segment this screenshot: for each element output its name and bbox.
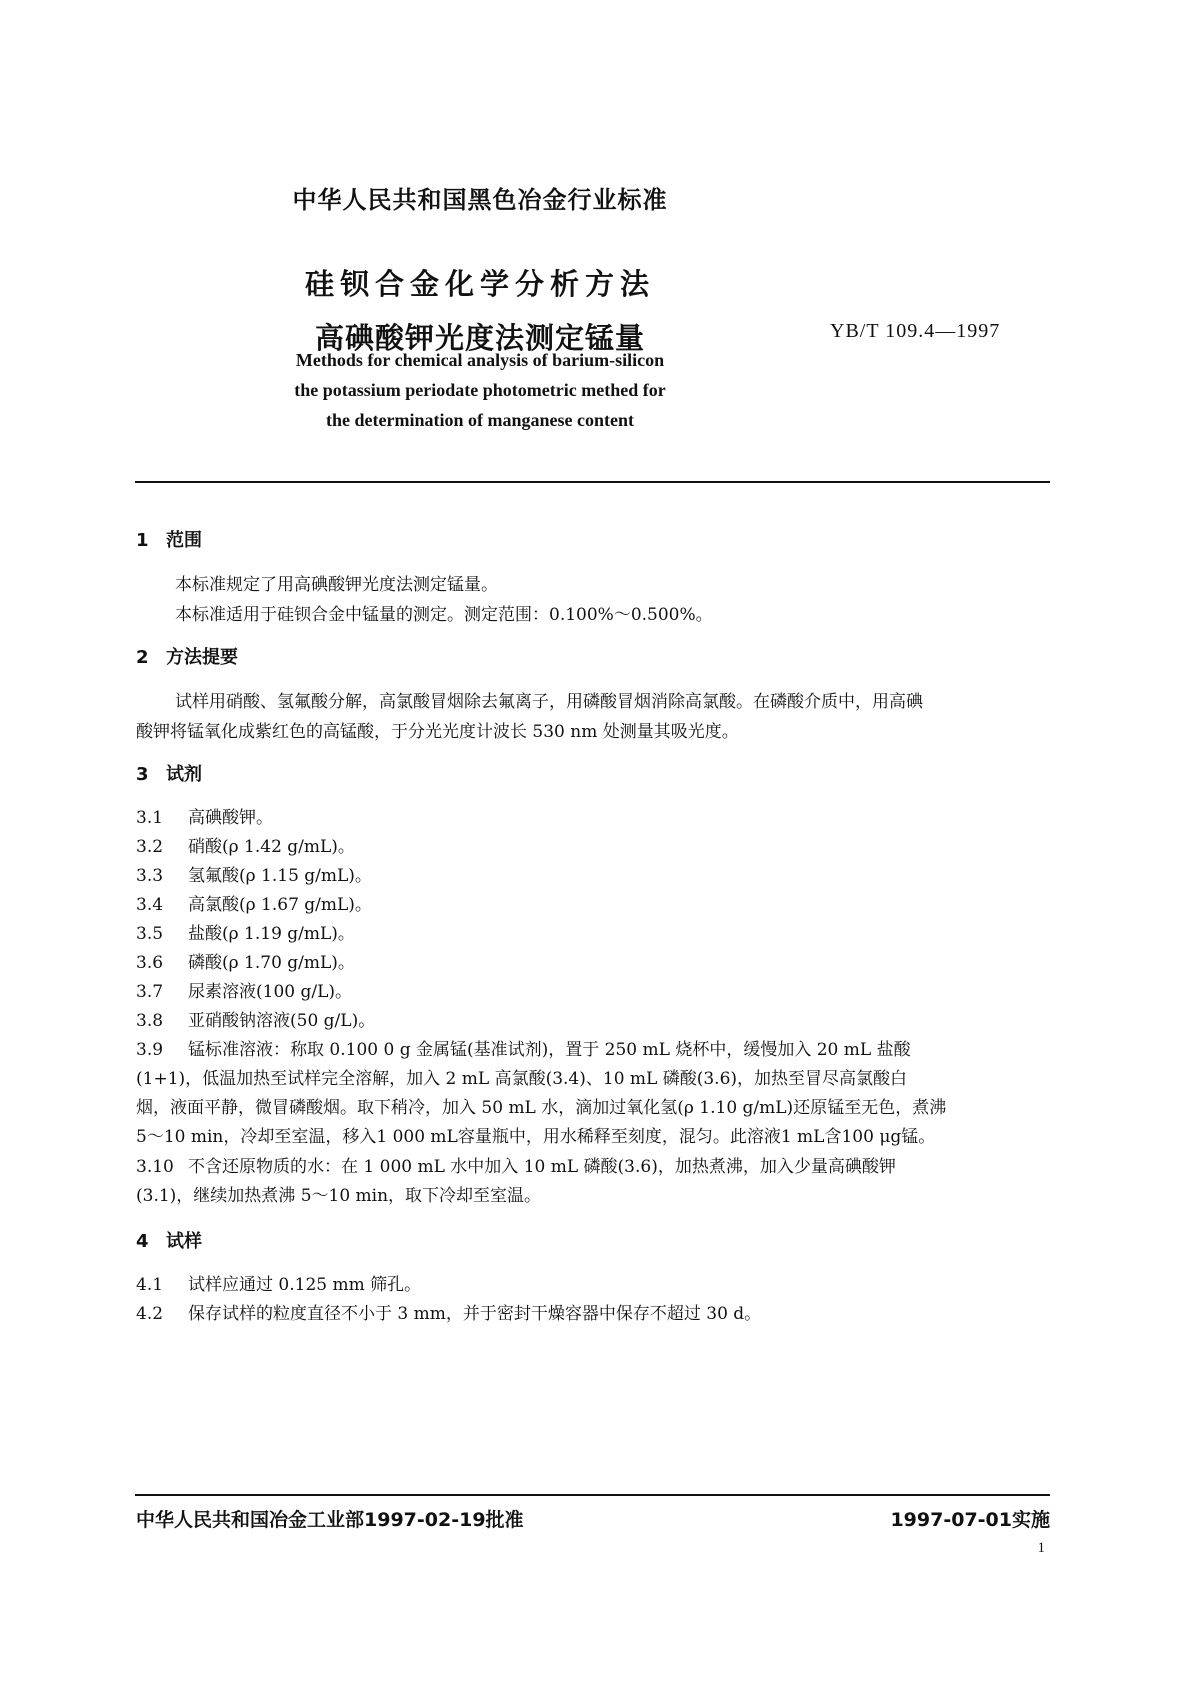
section-2-heading	[136, 643, 238, 669]
reagent-item	[136, 948, 355, 973]
reagent-item	[136, 1006, 375, 1031]
item-number: 3.5	[136, 924, 164, 944]
document-title-line1: 硅钡合金化学分析方法	[304, 267, 655, 301]
reagent-item	[136, 832, 355, 857]
item-text-line1: 不含还原物质的水：在 1 000 mL 水中加入 10 mL 磷酸(3.6)，加热煮沸，加入少量高碘酸钾	[188, 1157, 896, 1177]
page-number: 1	[1037, 1540, 1045, 1556]
standard-category: 中华人民共和国黑色冶金行业标准	[292, 186, 668, 214]
reagent-item	[136, 977, 352, 1002]
item-text: 硝酸(ρ 1.42 g/mL)。	[188, 837, 355, 857]
standard-number: YB/T 109.4—1997	[830, 320, 1001, 342]
item-text: 盐酸(ρ 1.19 g/mL)。	[188, 924, 355, 944]
english-title-line1: Methods for chemical analysis of barium-silicon	[295, 350, 665, 370]
reagent-item	[136, 803, 273, 828]
english-title-line2: the potassium periodate photometric methed for	[294, 380, 666, 400]
section-title: 试样	[166, 1231, 202, 1252]
item-number: 3.4	[136, 895, 164, 915]
section-2-line-1: 试样用硝酸、氢氟酸分解，高氯酸冒烟除去氟离子，用磷酸冒烟消除高氯酸。在磷酸介质中，用高碘	[175, 692, 923, 712]
section-number: 4	[136, 1231, 149, 1252]
reagent-item-3-9-line3: 烟，液面平静，微冒磷酸烟。取下稍冷，加入 50 mL 水，滴加过氧化氢(ρ 1.10 g/mL)还原锰至无色，煮沸	[136, 1098, 947, 1118]
section-number: 2	[136, 647, 149, 668]
item-number: 3.7	[136, 982, 164, 1002]
reagent-item-3-9-line4: 5～10 min，冷却至室温，移入1 000 mL容量瓶中，用水稀释至刻度，混匀。此溶液1 mL含100 μg锰。	[136, 1127, 936, 1147]
item-number: 3.10	[136, 1157, 174, 1177]
item-number: 3.6	[136, 953, 164, 973]
item-text: 氢氟酸(ρ 1.15 g/mL)。	[188, 866, 372, 886]
item-text: 保存试样的粒度直径不小于 3 mm，并于密封干燥容器中保存不超过 30 d。	[188, 1304, 762, 1324]
item-text: 高碘酸钾。	[188, 808, 273, 828]
section-number: 1	[136, 530, 149, 551]
section-1-paragraph-2: 本标准适用于硅钡合金中锰量的测定。测定范围：0.100%～0.500%。	[175, 605, 713, 625]
approval-line: 中华人民共和国冶金工业部1997-02-19批准	[136, 1509, 524, 1531]
item-number: 4.2	[136, 1304, 164, 1324]
reagent-item	[136, 919, 355, 944]
reagent-item	[136, 861, 372, 886]
reagent-item-3-9	[136, 1035, 911, 1060]
section-1-paragraph-1: 本标准规定了用高碘酸钾光度法测定锰量。	[175, 575, 498, 595]
header-divider	[135, 481, 1050, 483]
footer-divider	[135, 1494, 1050, 1496]
section-4-heading	[136, 1227, 202, 1253]
section-title: 试剂	[166, 764, 202, 785]
item-text: 高氯酸(ρ 1.67 g/mL)。	[188, 895, 372, 915]
item-number: 3.2	[136, 837, 164, 857]
item-text: 磷酸(ρ 1.70 g/mL)。	[188, 953, 355, 973]
english-title-line3: the determination of manganese content	[326, 410, 634, 430]
implementation-date: 1997-07-01实施	[890, 1509, 1050, 1531]
section-3-heading	[136, 760, 202, 786]
reagent-item-3-10-line2: (3.1)，继续加热煮沸 5～10 min，取下冷却至室温。	[136, 1186, 542, 1206]
item-number: 4.1	[136, 1275, 164, 1295]
sample-item	[136, 1299, 761, 1324]
section-title: 方法提要	[166, 647, 238, 668]
item-text: 尿素溶液(100 g/L)。	[188, 982, 353, 1002]
reagent-item-3-10	[136, 1152, 896, 1177]
item-text-line1: 锰标准溶液：称取 0.100 0 g 金属锰(基准试剂)，置于 250 mL 烧杯中，缓慢加入 20 mL 盐酸	[188, 1040, 911, 1060]
reagent-item	[136, 890, 372, 915]
item-number: 3.9	[136, 1040, 164, 1060]
sample-item	[136, 1270, 421, 1295]
section-number: 3	[136, 764, 149, 785]
item-text: 亚硝酸钠溶液(50 g/L)。	[188, 1011, 376, 1031]
item-text: 试样应通过 0.125 mm 筛孔。	[188, 1275, 422, 1295]
document-title-line2: 高碘酸钾光度法测定锰量	[314, 321, 645, 355]
section-title: 范围	[166, 530, 202, 551]
item-number: 3.8	[136, 1011, 164, 1031]
reagent-item-3-9-line2: (1+1)，低温加热至试样完全溶解，加入 2 mL 高氯酸(3.4)、10 mL 磷酸(3.6)，加热至冒尽高氯酸白	[136, 1069, 908, 1089]
section-1-heading	[136, 526, 202, 552]
section-2-line-2: 酸钾将锰氧化成紫红色的高锰酸，于分光光度计波长 530 nm 处测量其吸光度。	[136, 722, 739, 742]
item-number: 3.3	[136, 866, 164, 886]
item-number: 3.1	[136, 808, 164, 828]
